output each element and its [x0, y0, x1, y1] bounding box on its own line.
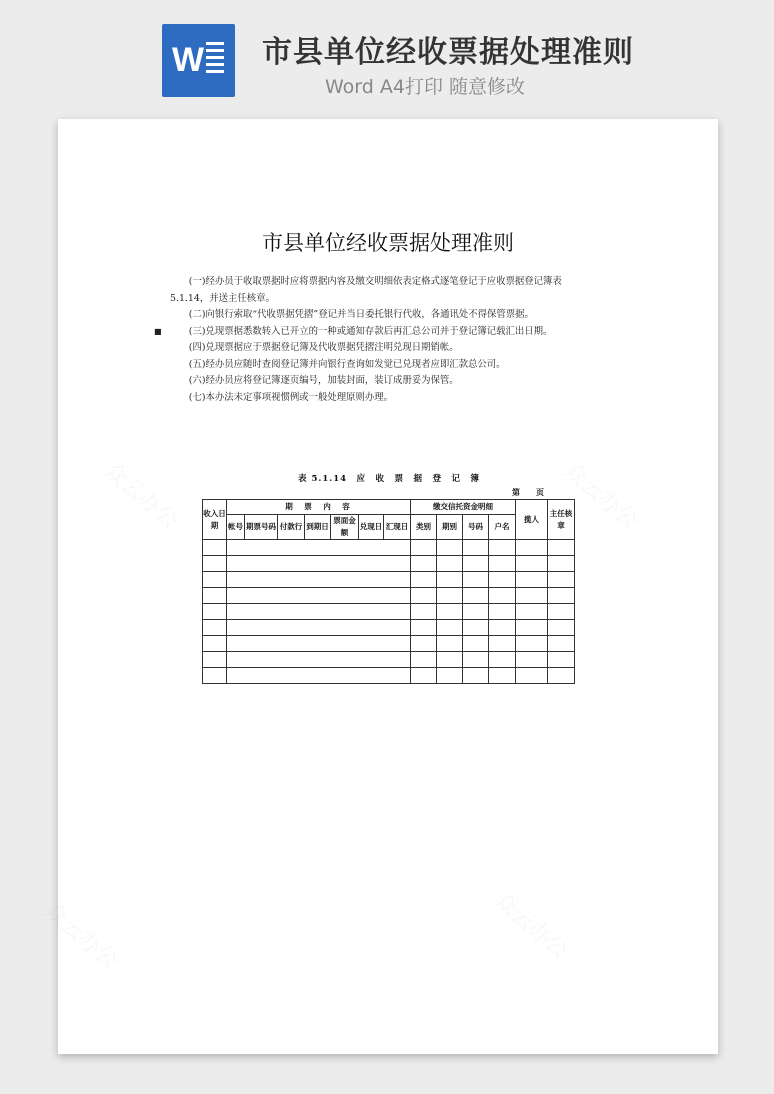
- table-body: [203, 540, 575, 684]
- table-cell: [203, 636, 227, 652]
- table-cell: [437, 620, 463, 636]
- table-cell: [516, 652, 548, 668]
- table-cell: [516, 556, 548, 572]
- table-cell: [203, 588, 227, 604]
- table-cell: [203, 668, 227, 684]
- table-row: [203, 620, 575, 636]
- document-body: [154, 274, 600, 406]
- table-cell: [203, 604, 227, 620]
- table-cell: [548, 652, 575, 668]
- table-cell: [437, 556, 463, 572]
- col-payer-bank: 付款行: [278, 515, 305, 540]
- table-row: [203, 540, 575, 556]
- table-cell: [516, 636, 548, 652]
- table-cell: [463, 556, 489, 572]
- table-cell: [411, 652, 437, 668]
- table-cell: [227, 620, 411, 636]
- col-account-name: 户名: [489, 515, 516, 540]
- table-cell: [463, 620, 489, 636]
- table-row: [203, 652, 575, 668]
- table-cell: [411, 588, 437, 604]
- table-cell: [548, 556, 575, 572]
- paragraph: (五)经办员应随时查阅登记簿并向银行查询如发觉已兑现者应即汇款总公司。: [188, 358, 506, 370]
- table-cell: [489, 540, 516, 556]
- table-cell: [489, 604, 516, 620]
- table-cell: [548, 636, 575, 652]
- table-cell: [516, 588, 548, 604]
- word-icon-lines: [206, 42, 224, 80]
- table-cell: [489, 572, 516, 588]
- col-period: 期别: [437, 515, 463, 540]
- col-due-date: 到期日: [305, 515, 331, 540]
- table-cell: [227, 604, 411, 620]
- table-caption: 表 5.1.14 应 收 票 据 登 记 簿: [298, 474, 481, 484]
- table-row: [203, 572, 575, 588]
- word-icon-letter: W: [172, 41, 205, 79]
- table-cell: [411, 604, 437, 620]
- table-cell: [227, 652, 411, 668]
- banner: [0, 0, 774, 118]
- table-cell: [227, 668, 411, 684]
- table-cell: [203, 572, 227, 588]
- table-cell: [463, 540, 489, 556]
- page-number-label: [512, 487, 544, 498]
- col-handler: 揽人: [516, 500, 548, 540]
- paragraph: (四)兑现票据应于票据登记簿及代收票据凭摺注明兑现日期销帐。: [188, 342, 459, 353]
- table-cell: [203, 540, 227, 556]
- col-ticket-no: 期票号码: [245, 515, 278, 540]
- word-icon: [162, 24, 235, 97]
- table-cell: [516, 620, 548, 636]
- table-cell: [411, 636, 437, 652]
- table-cell: [437, 668, 463, 684]
- table-header-row: [203, 500, 575, 515]
- table-cell: [227, 556, 411, 572]
- paragraph: (七)本办法未定事项视惯例或一般处理原则办理。: [188, 391, 393, 403]
- paragraph: (六)经办员应将登记簿逐页编号，加装封面，装订成册妥为保管。: [188, 375, 459, 386]
- table-cell: [203, 652, 227, 668]
- table-cell: [548, 668, 575, 684]
- table-cell: [463, 652, 489, 668]
- paragraph: [154, 324, 600, 341]
- paragraph: (一)经办员于收取票据时应将票据内容及缴交明细依表定格式逐笔登记于应收票据登记簿表 5.1.14，并送主任核章。: [170, 276, 562, 304]
- bullet-icon: ■: [154, 326, 162, 336]
- group-deposit-detail: 缴交信托资金明细: [411, 500, 516, 515]
- table-cell: [227, 540, 411, 556]
- table-cell: [203, 620, 227, 636]
- watermark: [98, 454, 185, 534]
- table-cell: [463, 668, 489, 684]
- table-cell: [437, 572, 463, 588]
- watermark: [488, 884, 575, 964]
- table-cell: [463, 636, 489, 652]
- table-cell: [548, 588, 575, 604]
- table-cell: [548, 540, 575, 556]
- table-cell: [548, 572, 575, 588]
- table-cell: [227, 572, 411, 588]
- paragraph: (二)向银行索取“代收票据凭摺”登记并当日委托银行代收，各通讯处不得保管票据。: [188, 309, 534, 320]
- table-cell: [516, 540, 548, 556]
- col-receive-date: 收入日期: [203, 500, 227, 540]
- table-cell: [489, 588, 516, 604]
- col-remit-date: 汇现日: [384, 515, 411, 540]
- table-cell: [437, 604, 463, 620]
- table-row: [203, 668, 575, 684]
- table-row: [203, 604, 575, 620]
- table-cell: [203, 556, 227, 572]
- table-cell: [411, 620, 437, 636]
- table-cell: [489, 652, 516, 668]
- group-ticket-content: 期 票 内 容: [227, 500, 411, 515]
- table-cell: [516, 572, 548, 588]
- table-cell: [548, 604, 575, 620]
- table-cell: [489, 620, 516, 636]
- table-cell: [437, 636, 463, 652]
- table-cell: [227, 588, 411, 604]
- table-cell: [437, 652, 463, 668]
- table-cell: [437, 540, 463, 556]
- table-cell: [411, 572, 437, 588]
- table-cell: [489, 556, 516, 572]
- page-suffix: 页: [536, 487, 544, 497]
- page-prefix: 第: [512, 487, 520, 497]
- table-cell: [411, 540, 437, 556]
- col-number: 号码: [463, 515, 489, 540]
- col-supervisor: 主任核章: [548, 500, 575, 540]
- table-row: [203, 588, 575, 604]
- col-account: 帐号: [227, 515, 245, 540]
- table-cell: [227, 636, 411, 652]
- table-row: [203, 556, 575, 572]
- table-row: [203, 636, 575, 652]
- table-cell: [489, 636, 516, 652]
- table-cell: [516, 668, 548, 684]
- document-page: [58, 119, 718, 1054]
- table-cell: [411, 556, 437, 572]
- paragraph-text: (三)兑现票据悉数转入已开立的一种或通知存款后再汇总公司并于登记簿记载汇出日期。: [188, 325, 553, 337]
- col-category: 类别: [411, 515, 437, 540]
- watermark: [38, 894, 125, 974]
- col-cash-date: 兑现日: [359, 515, 384, 540]
- banner-subtitle: Word A4打印 随意修改: [325, 76, 526, 98]
- register-table: [202, 499, 575, 684]
- table-cell: [463, 572, 489, 588]
- table-cell: [548, 620, 575, 636]
- table-cell: [463, 588, 489, 604]
- table-cell: [489, 668, 516, 684]
- table-cell: [437, 588, 463, 604]
- col-face-amount: 票面金额: [331, 515, 359, 540]
- table-cell: [463, 604, 489, 620]
- document-title: 市县单位经收票据处理准则: [262, 231, 514, 255]
- banner-title: 市县单位经收票据处理准则: [262, 35, 634, 70]
- table-cell: [516, 604, 548, 620]
- table-cell: [411, 668, 437, 684]
